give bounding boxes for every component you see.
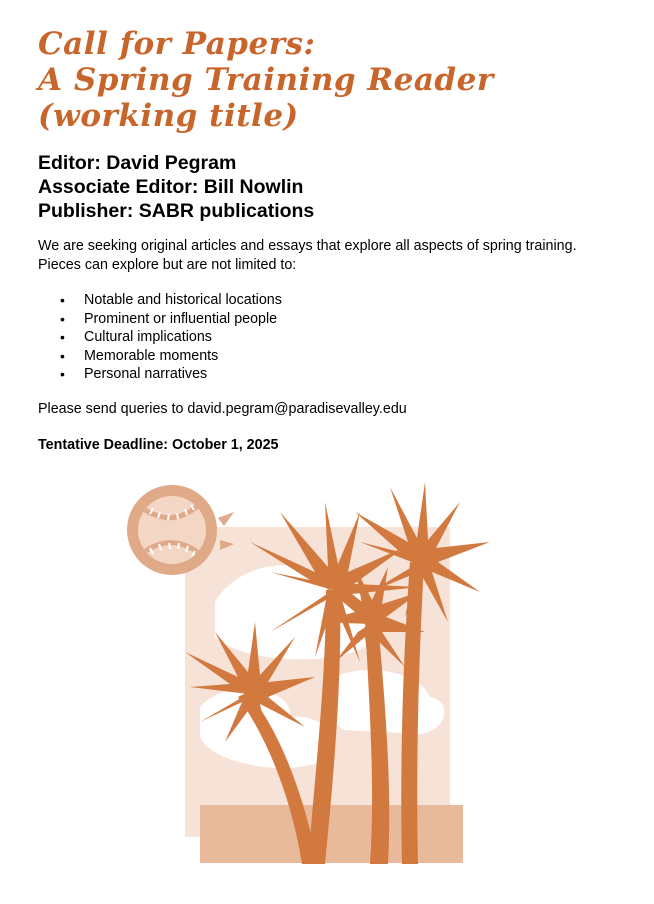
- list-item: • Personal narratives: [38, 365, 282, 384]
- list-item: • Prominent or influential people: [38, 310, 282, 329]
- intro-paragraph: [38, 237, 628, 274]
- title-line-2: A Spring Training Reader: [38, 62, 494, 98]
- list-item: • Notable and historical locations: [38, 291, 282, 310]
- intro-line-2: Pieces can explore but are not limited to:: [38, 256, 297, 273]
- deadline-line: Tentative Deadline: October 1, 2025: [38, 437, 279, 453]
- intro-line-1: We are seeking original articles and essays that explore all aspects of spring training.: [38, 238, 577, 254]
- title-line-3: (working title): [38, 98, 299, 134]
- contact-line: Please send queries to david.pegram@paradisevalley.edu: [38, 401, 407, 417]
- list-item: • Cultural implications: [38, 328, 282, 347]
- page-title: [38, 26, 494, 134]
- title-line-1: Call for Papers:: [38, 26, 316, 62]
- editor-credit: Editor: David Pegram: [38, 152, 237, 174]
- palm-tree-illustration: [120, 472, 500, 872]
- bottom-band: [200, 805, 463, 863]
- associate-editor-credit: Associate Editor: Bill Nowlin: [38, 176, 304, 198]
- credits-block: [38, 151, 314, 223]
- list-item: • Memorable moments: [38, 347, 282, 366]
- publisher-credit: Publisher: SABR publications: [38, 200, 315, 222]
- topics-list: [38, 291, 282, 384]
